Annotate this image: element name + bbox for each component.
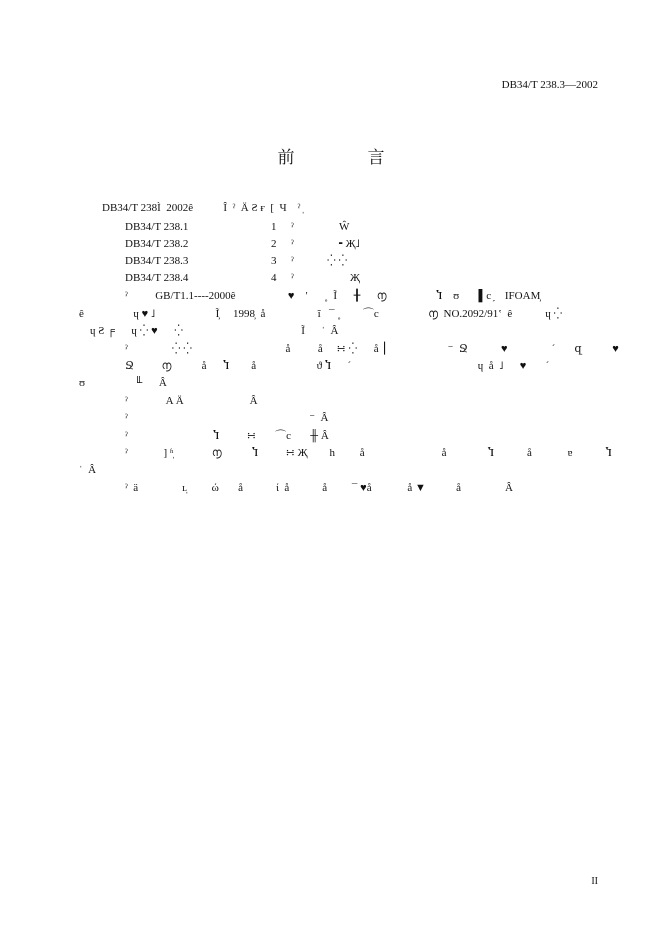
body-line: ˀ ä ʟ̩ ώ å ί å å ¯ ♥å å ▼ å Â xyxy=(125,482,513,494)
part-code: DB34/T 238.3 xyxy=(125,255,189,267)
intro-line: DB34/T 238Ì 2002ê Î ˀ Ä Ƨ ғ [ Ч ˀ ̩ xyxy=(102,202,304,214)
document-code: DB34/T 238.3—2002 xyxy=(501,79,598,91)
body-line: ê ɥ ♥ ˩ Ĩ̦ 1998̦ å ĩ ¯ ˳ ⌒c ൱ NO.2092/91ʽ ê ɥ ⁛ xyxy=(79,308,563,320)
part-number: 4 xyxy=(271,272,277,284)
part-mark: ˀ xyxy=(291,238,294,250)
part-code: DB34/T 238.4 xyxy=(125,272,189,284)
body-line: Ջ ൱ å Ⴈ å ϑ Ⴈ ˊ ɥ å ˩ ♥ ˊ xyxy=(125,360,550,372)
part-name: ⁛ ⁛ xyxy=(327,255,348,267)
part-name: ╸Җ˩ xyxy=(339,238,360,250)
page-title: 前 言 xyxy=(277,148,413,167)
part-number: 2 xyxy=(271,238,277,250)
part-mark: ˀ xyxy=(291,221,294,233)
part-name: Ŵ xyxy=(339,221,350,233)
part-number: 3 xyxy=(271,255,277,267)
body-line: ɥ Ƨ ╒ ɥ ⁛ ♥ ⁛ Ĩ ˈ Â xyxy=(90,325,339,337)
body-line: ˈ Â xyxy=(79,464,97,476)
part-name: Җ xyxy=(350,272,360,284)
part-number: 1 xyxy=(271,221,277,233)
body-line: ʊ ╙ Â xyxy=(79,377,167,389)
body-line: ˀ Ⴈ ∺ ⌒c ╫ Â xyxy=(125,430,329,442)
body-line: ˀ GB/T1.1----2000ê ♥ ʹ ˳ Ĩ ╂ ൱ Ⴈ ʊ ▌c ̗ IFOAM̦ xyxy=(125,290,541,302)
part-code: DB34/T 238.2 xyxy=(125,238,189,250)
body-line: ˀ ] ʱ̩ ൱ Ⴈ ∺ Җ h å å Ⴈ å ɐ Ⴈ xyxy=(125,447,612,459)
part-mark: ˀ xyxy=(291,255,294,267)
body-line: ˀ A Ä Â xyxy=(125,395,258,407)
body-line: ˀ ⁻ Â xyxy=(125,412,329,424)
body-line: ˀ ⁛ ⁛ å å ∺ ⁛ å ▏ ⁻ Ջ ♥ ˊ զ ♥ xyxy=(125,343,619,355)
part-code: DB34/T 238.1 xyxy=(125,221,189,233)
page-number: II xyxy=(591,876,598,887)
part-mark: ˀ xyxy=(291,272,294,284)
